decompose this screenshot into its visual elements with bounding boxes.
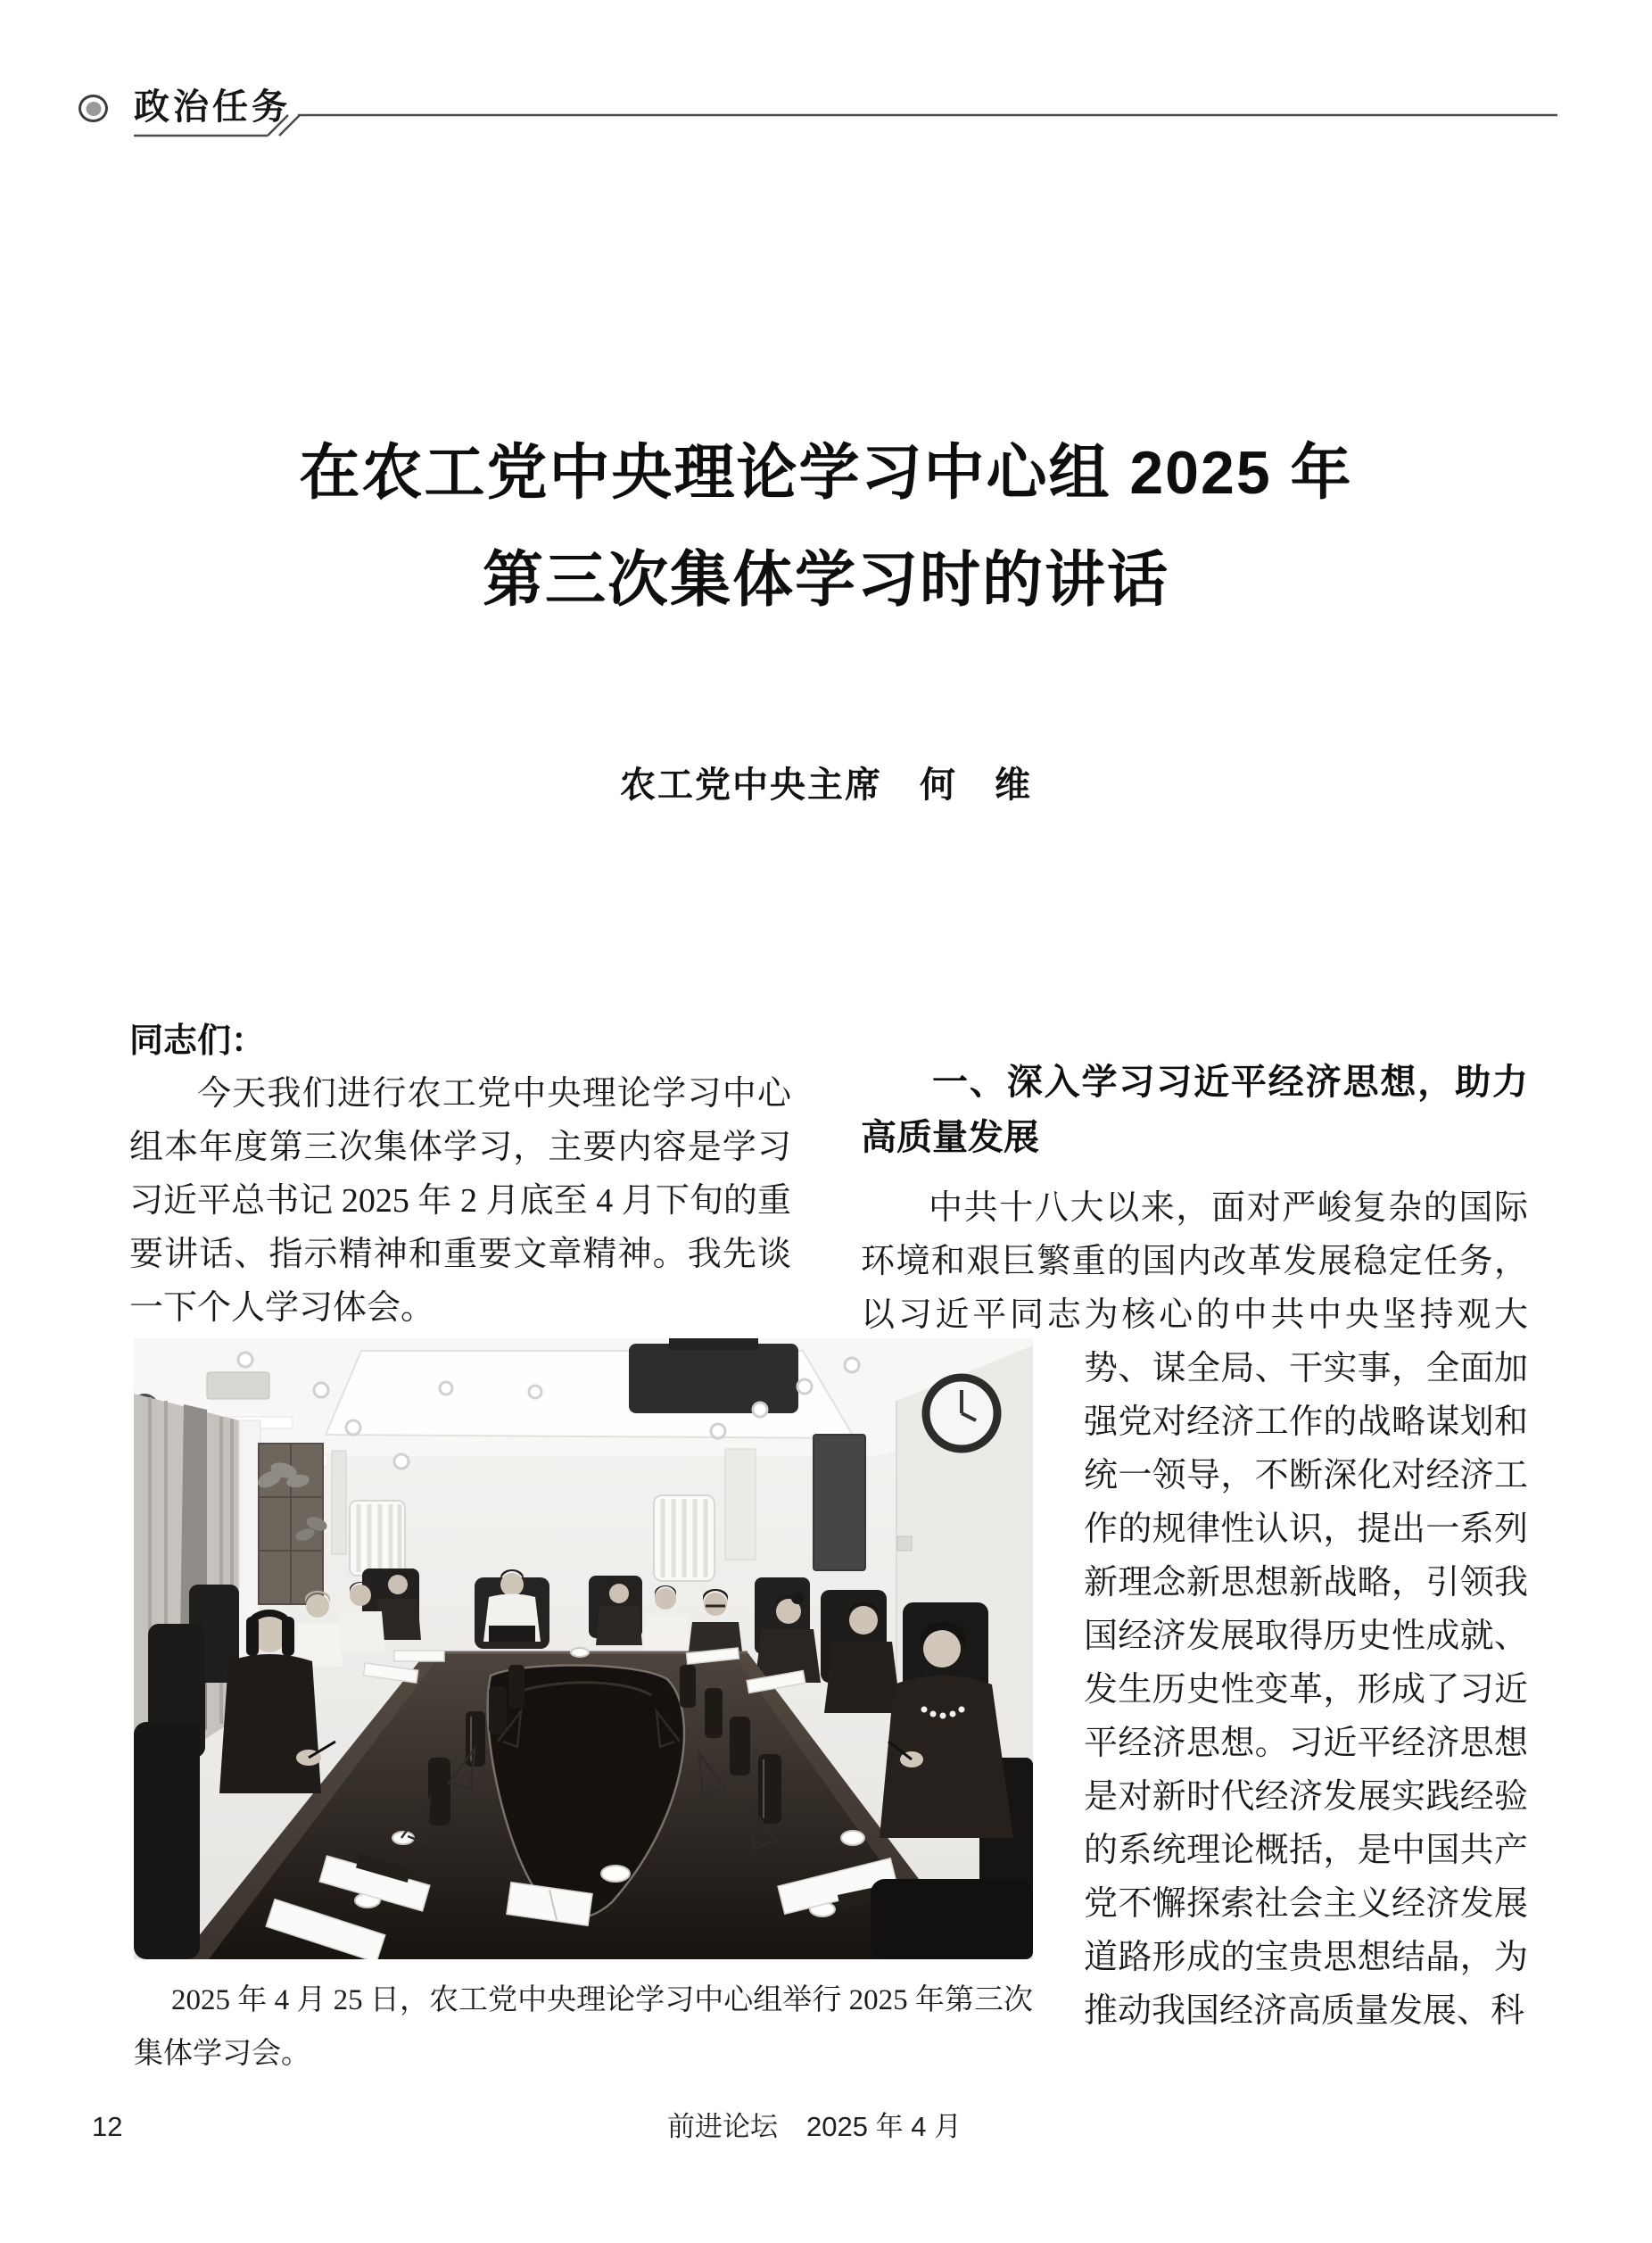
meeting-photo bbox=[134, 1338, 1033, 1959]
article-title bbox=[0, 419, 1652, 633]
left-column bbox=[129, 1019, 791, 1335]
slat-panel bbox=[725, 1449, 756, 1560]
bullseye-dot-icon bbox=[86, 102, 101, 116]
projector-mount bbox=[669, 1338, 758, 1350]
radiator bbox=[350, 1501, 405, 1576]
journal-name: 前进论坛 bbox=[667, 2111, 778, 2142]
ac-vent bbox=[207, 1372, 269, 1399]
slat-panel bbox=[332, 1451, 346, 1554]
page-number: 12 bbox=[92, 2111, 123, 2142]
photo-caption: 2025 年 4 月 25 日，农工党中央理论学习中心组举行 2025 年第三次集体学习会。 bbox=[134, 1984, 1033, 2070]
projector-icon bbox=[629, 1344, 798, 1413]
door bbox=[814, 1435, 865, 1570]
issue-date: 2025 年 4 月 bbox=[806, 2111, 962, 2142]
salutation: 同志们： bbox=[129, 1022, 266, 1060]
section-kicker: 政治任务 bbox=[134, 87, 291, 127]
light-switch bbox=[897, 1536, 912, 1551]
running-footer bbox=[667, 2111, 962, 2143]
foreground-chair-right bbox=[871, 1879, 1033, 1959]
header-rule-decoration bbox=[134, 105, 1561, 146]
foreground-chair-left bbox=[134, 1722, 200, 1959]
radiator bbox=[654, 1495, 714, 1581]
bullseye-icon bbox=[78, 95, 108, 122]
article-title-line1: 在农工党中央理论学习中心组 2025 年 bbox=[299, 439, 1353, 507]
meeting-photo-illustration bbox=[134, 1338, 1033, 1959]
intro-paragraph: 今天我们进行农工党中央理论学习中心组本年度第三次集体学习，主要内容是学习习近平总书记 2025 年 2 月底至 4 月下旬的重要讲话、指示精神和重要文章精神。我先谈一下个人学习体会。 bbox=[129, 1075, 791, 1327]
section-1-paragraph-text: 中共十八大以来，面对严峻复杂的国际环境和艰巨繁重的国内改革发展稳定任务，以习近平同志为核心的中共中央坚持观大势、谋全局、干实事，全面加强党对经济工作的战略谋划和统一领导，不断深化对经济工作的规律性认识，提出一系列新理念新思想新战略，引领我国经济发展取得历史性成就、发生历史性变革，形成了习近平经济思想。习近平经济思想是对新时代经济发展实践经验的系统理论概括，是中国共产党不懈探索社会主义经济发展道路形成的宝贵思想结晶，为推动我国经济高质量发展、科 bbox=[861, 1189, 1528, 2030]
section-1-heading: 一、深入学习习近平经济思想，助力高质量发展 bbox=[861, 1063, 1528, 1157]
article-title-line2: 第三次集体学习时的讲话 bbox=[482, 546, 1169, 614]
article-byline: 农工党中央主席 何 维 bbox=[620, 766, 1032, 805]
